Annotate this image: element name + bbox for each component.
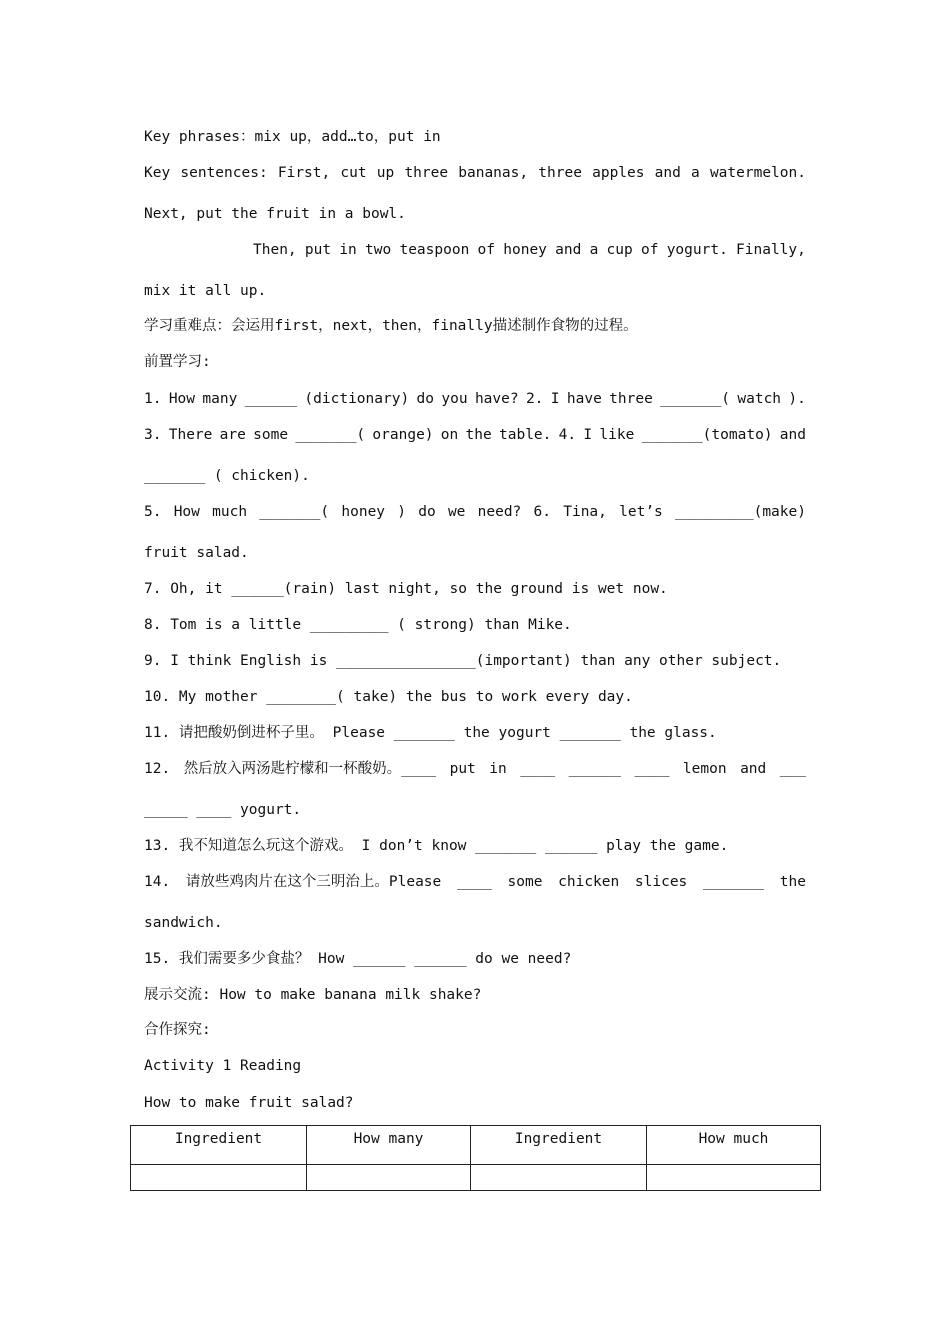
word: _______	[702, 874, 765, 890]
word: How	[168, 391, 196, 407]
exercise-6-cont: fruit salad.	[144, 545, 249, 561]
word: put	[449, 761, 476, 777]
table-row	[131, 1165, 821, 1191]
exercise-12-cont: _____ ____ yogurt.	[144, 802, 302, 818]
exercise-8: 8. Tom is a little _________ ( strong) than Mike.	[144, 617, 572, 633]
word: 6.	[533, 504, 551, 520]
word: _______(	[660, 391, 731, 407]
word: Finally,	[736, 242, 806, 258]
word: are	[219, 427, 246, 443]
word: table.	[499, 427, 552, 443]
answer-cell[interactable]	[471, 1165, 647, 1191]
exercise-3-4	[144, 425, 806, 445]
word: ___	[779, 761, 806, 777]
word: 2.	[525, 391, 544, 407]
exercise-11: 11. 请把酸奶倒进杯子里。 Please _______ the yogurt _______ the glass.	[144, 725, 717, 741]
word: bananas,	[458, 165, 529, 181]
word: three	[538, 165, 582, 181]
word: First,	[277, 165, 331, 181]
word: yogurt.	[666, 242, 728, 258]
word: watermelon.	[709, 165, 806, 181]
key-sentences-line-3	[253, 240, 806, 260]
word: ______	[568, 761, 622, 777]
word: ____	[634, 761, 670, 777]
word: orange)	[372, 427, 434, 443]
word: many	[202, 391, 238, 407]
word: some	[253, 427, 289, 443]
exercise-15: 15. 我们需要多少食盐？ How ______ ______ do we need?	[144, 951, 572, 967]
word: of	[640, 242, 659, 258]
header-ingredient-2: Ingredient	[471, 1126, 647, 1165]
key-sentences-line-4: mix it all up.	[144, 283, 267, 299]
key-points: 学习重难点：会运用first，next，then，finally描述制作食物的过程。	[144, 318, 638, 334]
exercise-9: 9. I think English is ________________(important) than any other subject.	[144, 653, 782, 669]
word: Tina,	[563, 504, 607, 520]
preview-heading: 前置学习:	[144, 354, 211, 370]
word: need?	[477, 504, 522, 520]
exercise-7: 7. Oh, it ______(rain) last night, so the ground is wet now.	[144, 581, 668, 597]
word: Key	[144, 165, 171, 181]
word: the	[779, 874, 806, 890]
answer-cell[interactable]	[647, 1165, 821, 1191]
exercise-4-cont: _______ ( chicken).	[144, 468, 310, 484]
answer-cell[interactable]	[131, 1165, 307, 1191]
key-sentences-line-1	[144, 163, 806, 183]
word: sentences:	[180, 165, 268, 181]
word: (dictionary)	[304, 391, 410, 407]
exercise-14	[144, 872, 806, 892]
exercise-5-6	[144, 502, 806, 522]
word: _______(	[259, 504, 330, 520]
word: honey	[503, 242, 547, 258]
word: you	[441, 391, 468, 407]
word: _________(make)	[675, 504, 806, 520]
word: in	[489, 761, 507, 777]
word: have	[566, 391, 602, 407]
word: ____	[520, 761, 556, 777]
word: 1.	[144, 391, 162, 407]
header-how-many: How many	[307, 1126, 471, 1165]
key-sentences-line-2: Next, put the fruit in a bowl.	[144, 206, 406, 222]
word: honey	[341, 504, 386, 520]
word: slices	[634, 874, 688, 890]
word: up	[376, 165, 395, 181]
word: _______(tomato)	[641, 427, 773, 443]
word: ______	[244, 391, 298, 407]
word: There	[168, 427, 213, 443]
word: chicken	[558, 874, 620, 890]
word: ____	[456, 874, 492, 890]
word: do	[418, 504, 436, 520]
word: and	[555, 242, 582, 258]
word: 3.	[144, 427, 162, 443]
word: lemon	[682, 761, 727, 777]
word: 12.	[144, 761, 171, 777]
word: in	[339, 242, 357, 258]
word: _______(	[295, 427, 366, 443]
show-exchange: 展示交流: How to make banana milk shake?	[144, 987, 482, 1003]
activity-1-title: Activity 1 Reading	[144, 1058, 302, 1074]
word: teaspoon	[399, 242, 470, 258]
word: How	[173, 504, 200, 520]
key-phrases: Key phrases：mix up，add…to，put in	[144, 129, 441, 145]
exercise-10: 10. My mother ________( take) the bus to work every day.	[144, 689, 633, 705]
word: on	[440, 427, 459, 443]
word: a	[691, 165, 700, 181]
answer-cell[interactable]	[307, 1165, 471, 1191]
word: cut	[340, 165, 367, 181]
word: )	[397, 504, 406, 520]
word: like	[599, 427, 635, 443]
exercise-14-cont: sandwich.	[144, 915, 223, 931]
ingredients-table	[130, 1125, 821, 1191]
word: ).	[788, 391, 806, 407]
cooperate-heading: 合作探究:	[144, 1022, 211, 1038]
word: we	[447, 504, 466, 520]
word: a	[589, 242, 599, 258]
exercise-1-2	[144, 389, 806, 409]
word: do	[416, 391, 435, 407]
word: two	[365, 242, 392, 258]
word: 5.	[144, 504, 162, 520]
word: watch	[737, 391, 782, 407]
table-header-row	[131, 1126, 821, 1165]
word: let’s	[619, 504, 663, 520]
word: Then,	[253, 242, 297, 258]
word: put	[304, 242, 332, 258]
exercise-12	[144, 759, 806, 779]
word: have?	[474, 391, 519, 407]
word: some	[507, 874, 543, 890]
word: three	[609, 391, 653, 407]
word: the	[465, 427, 492, 443]
word: and	[740, 761, 767, 777]
header-how-much: How much	[647, 1126, 821, 1165]
word: 请放些鸡肉片在这个三明治上。Please	[185, 874, 442, 890]
word: 14.	[144, 874, 171, 890]
word: cup	[606, 242, 633, 258]
exercise-13: 13. 我不知道怎么玩这个游戏。 I don’t know _______ ______ play the game.	[144, 838, 729, 854]
word: three	[404, 165, 449, 181]
word: 然后放入两汤匙柠檬和一杯酸奶。____	[183, 761, 437, 777]
word: 4.	[558, 427, 577, 443]
word: and	[779, 427, 806, 443]
word: I	[583, 427, 593, 443]
activity-1-question: How to make fruit salad?	[144, 1095, 354, 1111]
word: much	[212, 504, 248, 520]
word: I	[550, 391, 560, 407]
word: apples	[592, 165, 645, 181]
word: and	[654, 165, 681, 181]
word: of	[477, 242, 496, 258]
header-ingredient-1: Ingredient	[131, 1126, 307, 1165]
